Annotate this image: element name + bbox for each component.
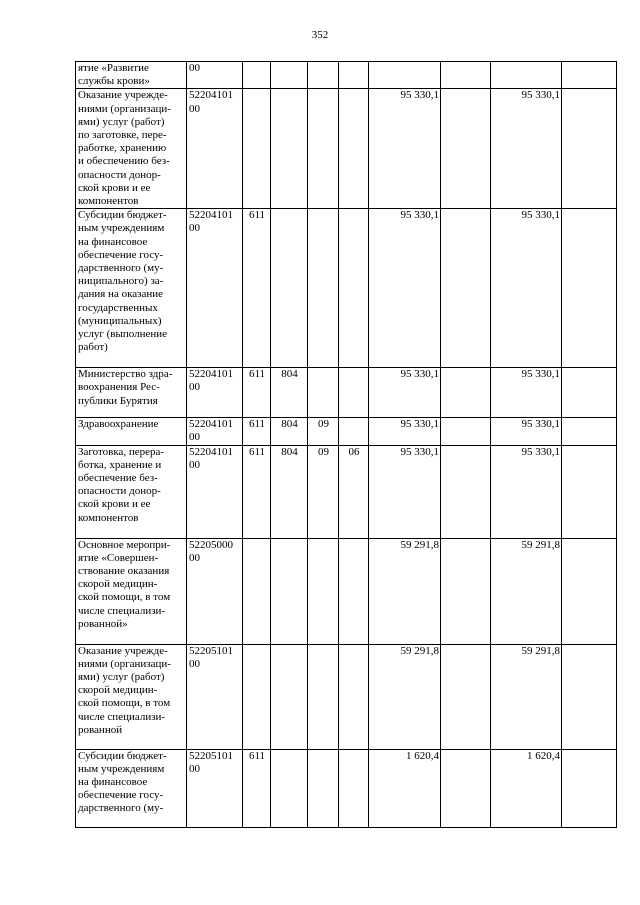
row-name-cell: Оказание учрежде- ниями (организаци- ями) услуг (работ) по заготовке, пере- работке, хранению и обеспечению без- опасности донор- ской крови и ее компонентов: [76, 89, 187, 209]
row-amount-republic-cell: 59 291,8: [491, 538, 562, 644]
row-amount-total-cell: 1 620,4: [369, 749, 441, 827]
row-section-cell: 09: [308, 418, 339, 445]
row-amount-total-cell: 95 330,1: [369, 89, 441, 209]
row-amount-other-cell: [562, 749, 617, 827]
row-name-cell: Субсидии бюджет- ным учреждениям на финансовое обеспечение госу- дарственного (му-: [76, 749, 187, 827]
row-amount-other-cell: [562, 644, 617, 749]
row-amount-other-cell: [562, 62, 617, 89]
row-subsection-cell: [339, 89, 369, 209]
row-amount-federal-cell: [441, 62, 491, 89]
row-ministry-cell: 804: [271, 445, 308, 538]
table-row: [76, 62, 617, 89]
row-expense-type-cell: [243, 89, 271, 209]
row-subsection-cell: 06: [339, 445, 369, 538]
row-amount-total-cell: 95 330,1: [369, 445, 441, 538]
row-ministry-cell: [271, 538, 308, 644]
row-subsection-cell: [339, 368, 369, 418]
row-name-cell: Субсидии бюджет- ным учреждениям на финансовое обеспечение госу- дарственного (му- ниципального) за- дания на оказание государственных (муниципальных) услуг (выполнение работ): [76, 209, 187, 368]
row-code-cell: 52205101 00: [187, 749, 243, 827]
row-amount-other-cell: [562, 445, 617, 538]
row-expense-type-cell: [243, 62, 271, 89]
row-amount-federal-cell: [441, 418, 491, 445]
row-subsection-cell: [339, 538, 369, 644]
row-amount-total-cell: [369, 62, 441, 89]
row-ministry-cell: [271, 209, 308, 368]
row-amount-total-cell: 95 330,1: [369, 418, 441, 445]
row-amount-republic-cell: 95 330,1: [491, 368, 562, 418]
budget-table: [75, 61, 617, 828]
row-expense-type-cell: 611: [243, 368, 271, 418]
row-code-cell: 52204101 00: [187, 418, 243, 445]
row-expense-type-cell: [243, 644, 271, 749]
row-amount-total-cell: 59 291,8: [369, 538, 441, 644]
row-section-cell: 09: [308, 445, 339, 538]
table-row: [76, 89, 617, 209]
row-subsection-cell: [339, 418, 369, 445]
row-name-cell: Оказание учрежде- ниями (организаци- ями) услуг (работ) скорой медицин- ской помощи, в том числе специализи- рованной: [76, 644, 187, 749]
row-amount-other-cell: [562, 418, 617, 445]
row-amount-other-cell: [562, 89, 617, 209]
row-ministry-cell: 804: [271, 368, 308, 418]
table-row: [76, 418, 617, 445]
row-amount-federal-cell: [441, 749, 491, 827]
table-row: [76, 538, 617, 644]
row-name-cell: Министерство здра- воохранения Рес- публики Бурятия: [76, 368, 187, 418]
row-expense-type-cell: 611: [243, 418, 271, 445]
row-amount-republic-cell: [491, 62, 562, 89]
table-row: [76, 644, 617, 749]
row-section-cell: [308, 644, 339, 749]
row-amount-total-cell: 95 330,1: [369, 209, 441, 368]
row-amount-other-cell: [562, 538, 617, 644]
row-name-cell: ятие «Развитие службы крови»: [76, 62, 187, 89]
row-section-cell: [308, 209, 339, 368]
row-name-cell: Заготовка, перера- ботка, хранение и обеспечение без- опасности донор- ской крови и ее компонентов: [76, 445, 187, 538]
row-expense-type-cell: 611: [243, 749, 271, 827]
row-name-cell: Основное меропри- ятие «Совершен- ствование оказания скорой медицин- ской помощи, в том числе специализи- рованной»: [76, 538, 187, 644]
row-amount-republic-cell: 59 291,8: [491, 644, 562, 749]
row-section-cell: [308, 89, 339, 209]
row-section-cell: [308, 538, 339, 644]
row-amount-republic-cell: 95 330,1: [491, 89, 562, 209]
row-ministry-cell: [271, 749, 308, 827]
row-amount-federal-cell: [441, 644, 491, 749]
row-amount-federal-cell: [441, 445, 491, 538]
row-code-cell: 52204101 00: [187, 445, 243, 538]
table-row: [76, 209, 617, 368]
row-subsection-cell: [339, 749, 369, 827]
row-ministry-cell: [271, 62, 308, 89]
row-code-cell: 52205000 00: [187, 538, 243, 644]
row-amount-federal-cell: [441, 538, 491, 644]
row-code-cell: 52204101 00: [187, 209, 243, 368]
row-code-cell: 52205101 00: [187, 644, 243, 749]
row-amount-total-cell: 95 330,1: [369, 368, 441, 418]
row-subsection-cell: [339, 209, 369, 368]
row-code-cell: 00: [187, 62, 243, 89]
row-amount-republic-cell: 95 330,1: [491, 418, 562, 445]
table-row: [76, 445, 617, 538]
row-subsection-cell: [339, 62, 369, 89]
row-amount-federal-cell: [441, 89, 491, 209]
row-section-cell: [308, 368, 339, 418]
row-ministry-cell: [271, 89, 308, 209]
row-code-cell: 52204101 00: [187, 89, 243, 209]
table-row: [76, 749, 617, 827]
row-section-cell: [308, 62, 339, 89]
row-section-cell: [308, 749, 339, 827]
row-expense-type-cell: 611: [243, 445, 271, 538]
row-ministry-cell: 804: [271, 418, 308, 445]
row-amount-federal-cell: [441, 368, 491, 418]
row-amount-total-cell: 59 291,8: [369, 644, 441, 749]
row-name-cell: Здравоохранение: [76, 418, 187, 445]
row-code-cell: 52204101 00: [187, 368, 243, 418]
row-amount-republic-cell: 95 330,1: [491, 209, 562, 368]
row-amount-federal-cell: [441, 209, 491, 368]
row-amount-republic-cell: 95 330,1: [491, 445, 562, 538]
row-amount-republic-cell: 1 620,4: [491, 749, 562, 827]
row-expense-type-cell: 611: [243, 209, 271, 368]
row-amount-other-cell: [562, 209, 617, 368]
row-subsection-cell: [339, 644, 369, 749]
row-amount-other-cell: [562, 368, 617, 418]
row-expense-type-cell: [243, 538, 271, 644]
page-number: 352: [311, 29, 329, 41]
table-row: [76, 368, 617, 418]
row-ministry-cell: [271, 644, 308, 749]
